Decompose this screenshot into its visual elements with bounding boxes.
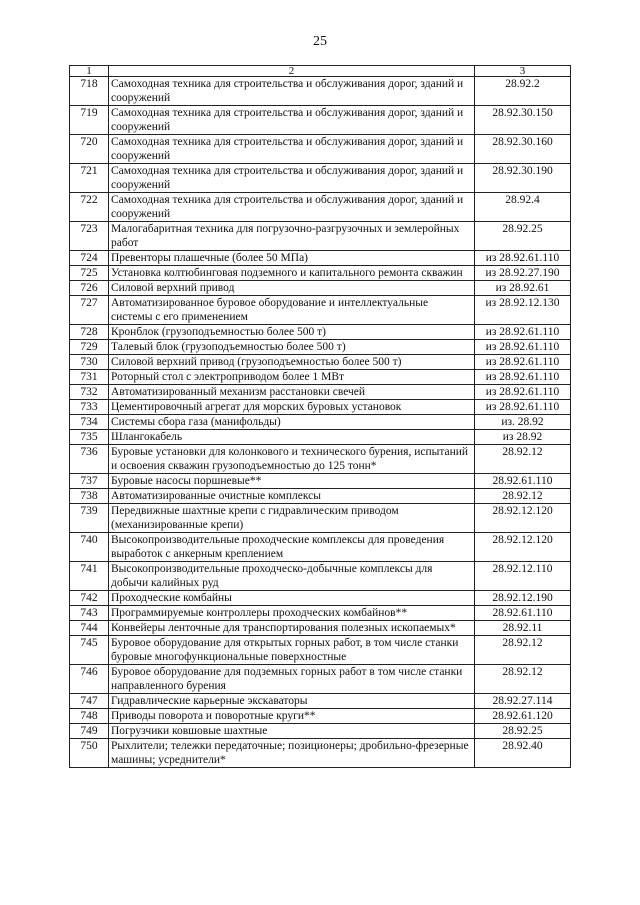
row-number: 724 [70, 251, 109, 266]
table-row [70, 281, 571, 296]
row-name: Самоходная техника для строительства и обслуживания дорог, зданий и сооружений [109, 135, 475, 164]
row-number: 726 [70, 281, 109, 296]
header-cell-3: 3 [475, 66, 571, 77]
table-row [70, 400, 571, 415]
header-cell-1: 1 [70, 66, 109, 77]
row-name: Кронблок (грузоподъемностью более 500 т) [109, 325, 475, 340]
row-number: 729 [70, 340, 109, 355]
table-row [70, 474, 571, 489]
row-code: из 28.92.27.190 [475, 266, 571, 281]
row-name: Малогабаритная техника для погрузочно-разгрузочных и землеройных работ [109, 222, 475, 251]
row-code: 28.92.25 [475, 222, 571, 251]
row-name: Шлангокабель [109, 430, 475, 445]
row-code: из 28.92.61.110 [475, 325, 571, 340]
table-row [70, 430, 571, 445]
row-code: 28.92.12 [475, 636, 571, 665]
row-name: Самоходная техника для строительства и обслуживания дорог, зданий и сооружений [109, 193, 475, 222]
row-number: 721 [70, 164, 109, 193]
row-code: 28.92.11 [475, 621, 571, 636]
row-number: 739 [70, 504, 109, 533]
row-code: из. 28.92 [475, 415, 571, 430]
row-code: 28.92.2 [475, 77, 571, 106]
row-code: из 28.92.61 [475, 281, 571, 296]
page-number: 25 [313, 34, 327, 49]
table-row [70, 665, 571, 694]
row-number: 719 [70, 106, 109, 135]
row-code: из 28.92.12.130 [475, 296, 571, 325]
table-row [70, 266, 571, 281]
table-row [70, 621, 571, 636]
row-name: Самоходная техника для строительства и обслуживания дорог, зданий и сооружений [109, 164, 475, 193]
row-number: 736 [70, 445, 109, 474]
row-number: 727 [70, 296, 109, 325]
table-row [70, 355, 571, 370]
row-number: 728 [70, 325, 109, 340]
row-name: Автоматизированные очистные комплексы [109, 489, 475, 504]
row-name: Силовой верхний привод [109, 281, 475, 296]
row-name: Буровое оборудование для подземных горных работ в том числе станки направленного бурения [109, 665, 475, 694]
row-code: 28.92.12.120 [475, 504, 571, 533]
row-name: Системы сбора газа (манифольды) [109, 415, 475, 430]
table-row [70, 77, 571, 106]
row-name: Высокопроизводительные проходческо-добычные комплексы для добычи калийных руд [109, 562, 475, 591]
table-row [70, 533, 571, 562]
row-number: 741 [70, 562, 109, 591]
row-number: 718 [70, 77, 109, 106]
row-number: 738 [70, 489, 109, 504]
row-number: 742 [70, 591, 109, 606]
row-code: 28.92.12.110 [475, 562, 571, 591]
row-number: 743 [70, 606, 109, 621]
row-number: 737 [70, 474, 109, 489]
table-row [70, 739, 571, 768]
row-number: 725 [70, 266, 109, 281]
row-name: Программируемые контроллеры проходческих комбайнов** [109, 606, 475, 621]
row-code: из 28.92.61.110 [475, 385, 571, 400]
table-row [70, 222, 571, 251]
equipment-table [69, 65, 571, 768]
row-code: 28.92.30.150 [475, 106, 571, 135]
row-number: 750 [70, 739, 109, 768]
row-name: Конвейеры ленточные для транспортирования полезных ископаемых* [109, 621, 475, 636]
row-code: 28.92.40 [475, 739, 571, 768]
table-row [70, 415, 571, 430]
row-name: Буровые установки для колонкового и технического бурения, испытаний и освоения скважин грузоподъемностью до 125 тонн* [109, 445, 475, 474]
table-row [70, 164, 571, 193]
row-number: 744 [70, 621, 109, 636]
row-code: из 28.92.61.110 [475, 400, 571, 415]
row-number: 731 [70, 370, 109, 385]
row-number: 732 [70, 385, 109, 400]
table-row [70, 694, 571, 709]
row-name: Автоматизированный механизм расстановки свечей [109, 385, 475, 400]
table-row [70, 135, 571, 164]
row-number: 740 [70, 533, 109, 562]
table-row [70, 724, 571, 739]
row-code: из 28.92.61.110 [475, 340, 571, 355]
table-header-row [70, 66, 571, 77]
row-code: 28.92.61.110 [475, 474, 571, 489]
row-code: 28.92.4 [475, 193, 571, 222]
table-row [70, 636, 571, 665]
table-row [70, 606, 571, 621]
table-row [70, 385, 571, 400]
table-row [70, 251, 571, 266]
row-number: 749 [70, 724, 109, 739]
table-row [70, 709, 571, 724]
row-name: Силовой верхний привод (грузоподъемностью более 500 т) [109, 355, 475, 370]
table-row [70, 489, 571, 504]
table-row [70, 296, 571, 325]
row-name: Гидравлические карьерные экскаваторы [109, 694, 475, 709]
row-number: 720 [70, 135, 109, 164]
row-code: из 28.92.61.110 [475, 355, 571, 370]
table-row [70, 591, 571, 606]
row-number: 722 [70, 193, 109, 222]
row-code: 28.92.30.190 [475, 164, 571, 193]
row-name: Рыхлители; тележки передаточные; позиционеры; дробильно-фрезерные машины; усреднители* [109, 739, 475, 768]
table-row [70, 445, 571, 474]
row-name: Талевый блок (грузоподъемностью более 500 т) [109, 340, 475, 355]
row-number: 730 [70, 355, 109, 370]
row-code: 28.92.61.120 [475, 709, 571, 724]
row-name: Самоходная техника для строительства и обслуживания дорог, зданий и сооружений [109, 77, 475, 106]
table-row [70, 504, 571, 533]
row-code: 28.92.27.114 [475, 694, 571, 709]
row-code: из 28.92.61.110 [475, 251, 571, 266]
row-code: из 28.92 [475, 430, 571, 445]
row-name: Передвижные шахтные крепи с гидравлическим приводом (механизированные крепи) [109, 504, 475, 533]
table-row [70, 370, 571, 385]
row-number: 748 [70, 709, 109, 724]
row-code: 28.92.25 [475, 724, 571, 739]
row-name: Высокопроизводительные проходческие комплексы для проведения выработок с анкерным креплением [109, 533, 475, 562]
row-code: 28.92.30.160 [475, 135, 571, 164]
row-number: 746 [70, 665, 109, 694]
row-name: Проходческие комбайны [109, 591, 475, 606]
row-code: 28.92.12 [475, 489, 571, 504]
table-row [70, 562, 571, 591]
row-code: из 28.92.61.110 [475, 370, 571, 385]
row-code: 28.92.12 [475, 445, 571, 474]
row-code: 28.92.12.120 [475, 533, 571, 562]
row-number: 747 [70, 694, 109, 709]
row-name: Установка колтюбинговая подземного и капитального ремонта скважин [109, 266, 475, 281]
row-name: Автоматизированное буровое оборудование и интеллектуальные системы с его применением [109, 296, 475, 325]
header-cell-2: 2 [109, 66, 475, 77]
row-name: Самоходная техника для строительства и обслуживания дорог, зданий и сооружений [109, 106, 475, 135]
table-row [70, 325, 571, 340]
row-number: 735 [70, 430, 109, 445]
table-row [70, 106, 571, 135]
row-name: Приводы поворота и поворотные круги** [109, 709, 475, 724]
row-name: Превенторы плашечные (более 50 МПа) [109, 251, 475, 266]
row-number: 734 [70, 415, 109, 430]
row-code: 28.92.12 [475, 665, 571, 694]
row-name: Погрузчики ковшовые шахтные [109, 724, 475, 739]
row-number: 745 [70, 636, 109, 665]
row-name: Буровые насосы поршневые** [109, 474, 475, 489]
row-code: 28.92.61.110 [475, 606, 571, 621]
row-number: 733 [70, 400, 109, 415]
row-name: Буровое оборудование для открытых горных работ, в том числе станки буровые многофункциональные поверхностные [109, 636, 475, 665]
row-name: Цементировочный агрегат для морских буровых установок [109, 400, 475, 415]
row-name: Роторный стол с электроприводом более 1 МВт [109, 370, 475, 385]
row-code: 28.92.12.190 [475, 591, 571, 606]
table-row [70, 340, 571, 355]
row-number: 723 [70, 222, 109, 251]
table-row [70, 193, 571, 222]
